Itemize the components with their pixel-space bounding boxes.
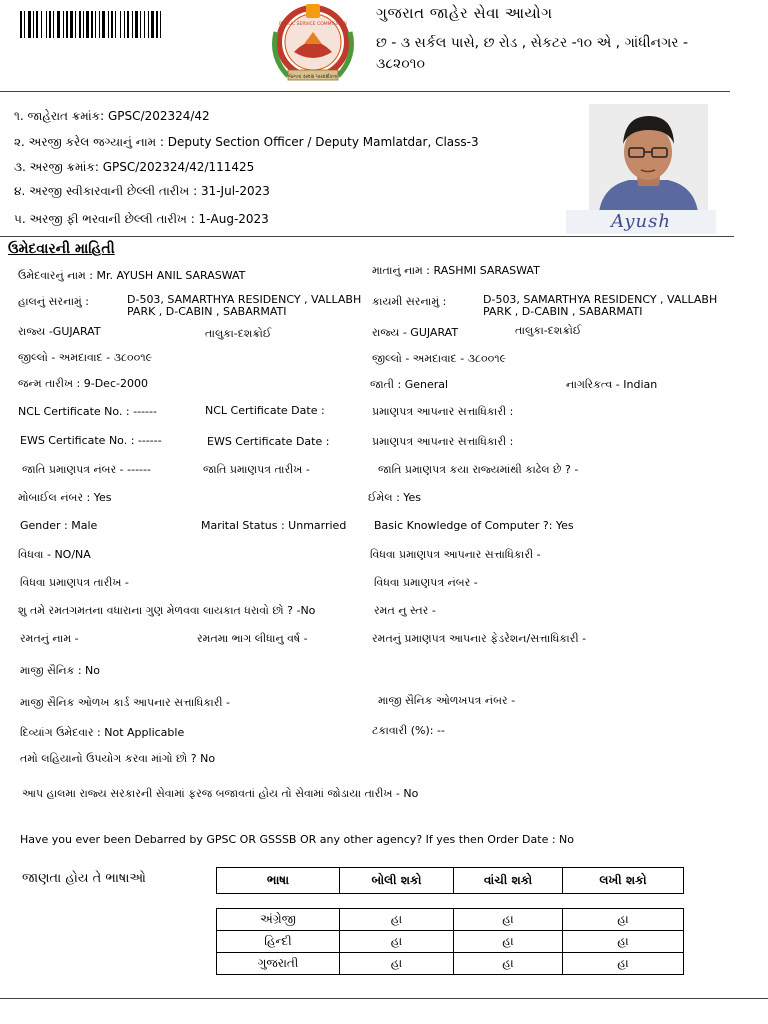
barcode-bar	[53, 11, 54, 38]
barcode-bar	[28, 11, 31, 38]
ews-certificate-authority: પ્રમાણપત્ર આપનાર સત્તાધિકારી :	[372, 435, 514, 448]
barcode-bar	[63, 11, 64, 38]
languages-label: જાણતા હોય તે ભાષાઓ	[22, 871, 146, 886]
table-row	[217, 909, 684, 931]
barcode-bar	[99, 11, 100, 38]
barcode-bar	[36, 11, 38, 38]
barcode-bar	[79, 11, 81, 38]
permanent-address-label: કાયમી સરનામું :	[372, 295, 447, 308]
barcode-bar	[86, 11, 89, 38]
ncl-certificate-no: NCL Certificate No. : ------	[18, 405, 157, 418]
can-write: હા	[563, 909, 684, 931]
languages-table	[216, 908, 684, 975]
ews-certificate-date: EWS Certificate Date :	[207, 435, 330, 448]
barcode-bar	[115, 11, 116, 38]
widow-certificate-no: વિધવા પ્રમાણપત્ર નંબર -	[374, 576, 478, 589]
ex-serviceman: માજી સૈનિક : No	[20, 664, 101, 677]
can-read: હા	[454, 931, 563, 953]
barcode-bar	[111, 11, 113, 38]
section-divider	[0, 236, 734, 237]
barcode-bar	[83, 11, 84, 38]
nationality: નાગરિકત્વ - Indian	[566, 378, 658, 391]
gpsc-emblem-logo	[266, 2, 360, 88]
widow-status: વિધવા - NO/NA	[18, 548, 91, 561]
barcode-bar	[135, 11, 138, 38]
language-name: ગુજરાતી	[217, 953, 340, 975]
barcode-bar	[75, 11, 76, 38]
mobile-number: મોબાઈલ નંબર : Yes	[18, 491, 112, 504]
ex-serviceman-id-authority: માજી સૈનિક ઓળખ કાર્ડ આપનાર સત્તાધિકારી -	[20, 696, 231, 709]
emblem-motto: જનતા સમક્ષ પારદર્શકતા	[288, 74, 338, 80]
caste-certificate-no: જાતિ પ્રમાણપત્ર નંબર - ------	[22, 463, 151, 476]
sports-certificate-authority: રમતનું પ્રમાણપત્ર આપનાર ફેડરેશન/સત્તાધિકારી -	[372, 632, 587, 645]
widow-certificate-date: વિધવા પ્રમાણપત્ર તારીખ -	[20, 576, 129, 589]
section-title: ઉમેદવારની માહિતી	[8, 241, 115, 257]
languages-header-row	[217, 868, 684, 894]
candidate-signature: Ayush	[566, 210, 716, 234]
barcode-bar	[20, 11, 22, 38]
header-language: ભાષા	[217, 868, 340, 894]
gender: Gender : Male	[20, 519, 98, 532]
government-service-join-date: આપ હાલમા રાજ્ય સરકારની સેવામાં ફરજ બજાવતાં હોય તો સેવામાં જોડાયા તારીખ - No	[22, 787, 419, 800]
widow-certificate-authority: વિધવા પ્રમાણપત્ર આપનાર સત્તાધિકારી -	[370, 548, 541, 561]
barcode-bar	[46, 11, 47, 38]
marital-status: Marital Status : Unmarried	[201, 519, 347, 532]
barcode-bar	[160, 11, 161, 38]
application-last-date: ૪. અરજી સ્વીકારવાની છેલ્લી તારીખ : 31-Jul-2023	[14, 184, 270, 198]
barcode-bar	[124, 11, 125, 38]
emblem-text: PUBLIC SERVICE COMMISSION	[279, 22, 347, 27]
header-can-read: વાંચી શકો	[454, 868, 563, 894]
barcode-bar	[151, 11, 154, 38]
can-speak: હા	[340, 931, 454, 953]
table-row	[217, 953, 684, 975]
caste-certificate-date: જાતિ પ્રમાણપત્ર તારીખ -	[203, 463, 310, 476]
post-name: ૨. અરજી કરેલ જગ્યાનું નામ : Deputy Section Officer / Deputy Mamlatdar, Class-3	[14, 135, 479, 149]
application-number: ૩. અરજી ક્રમાંક: GPSC/202324/42/111425	[14, 160, 255, 174]
barcode-bar	[108, 11, 109, 38]
org-address-line1: છ - ૩ સર્કલ પાસે, છ રોડ , સેકટર -૧૦ એ , ગાંધીનગર -	[376, 35, 689, 51]
header-can-speak: બોલી શકો	[340, 868, 454, 894]
barcode-bar	[156, 11, 158, 38]
permanent-address-line2: PARK , D-CABIN , SABARMATI	[483, 305, 643, 318]
barcode-bar	[49, 11, 51, 38]
table-row	[217, 931, 684, 953]
caste: જાતી : General	[370, 378, 449, 391]
debarred-question: Have you ever been Debarred by GPSC OR GSSSB OR any other agency? If yes then Order Date : No	[20, 833, 574, 846]
footer-divider	[0, 998, 768, 999]
computer-knowledge: Basic Knowledge of Computer ?: Yes	[374, 519, 574, 532]
barcode-bar	[57, 11, 60, 38]
barcode-bar	[120, 11, 121, 38]
barcode-bar	[148, 11, 149, 38]
advertisement-number: ૧. જાહેરાત ક્રમાંક: GPSC/202324/42	[14, 109, 210, 123]
permanent-address-line1: D-503, SAMARTHYA RESIDENCY , VALLABH	[483, 293, 718, 306]
can-write: હા	[563, 953, 684, 975]
barcode-bar	[144, 11, 145, 38]
email: ઈમેલ : Yes	[368, 491, 422, 504]
candidate-photo	[589, 104, 708, 212]
ncl-certificate-authority: પ્રમાણપત્ર આપનાર સત્તાધિકારી :	[372, 405, 514, 418]
org-name: ગુજરાત જાહેર સેવા આયોગ	[376, 4, 553, 22]
sports-name: રમતનું નામ -	[20, 632, 79, 645]
language-name: અંગ્રેજી	[217, 909, 340, 931]
disabled-candidate: દિવ્યાંગ ઉમેદવાર : Not Applicable	[20, 726, 185, 739]
barcode-bar	[33, 11, 34, 38]
barcode-bar	[127, 11, 129, 38]
org-address-line2: ૩૮૨૦૧૦	[376, 56, 425, 72]
barcode-bar	[66, 11, 68, 38]
can-write: હા	[563, 931, 684, 953]
barcode-bar	[70, 11, 73, 38]
permanent-district: જીલ્લો - અમદાવાદ - ૩૮૦૦૧૯	[372, 352, 507, 365]
percentage: ટકાવારી (%): --	[372, 724, 445, 737]
current-address-line1: D-503, SAMARTHYA RESIDENCY , VALLABH	[127, 293, 362, 306]
barcode-bar	[24, 11, 25, 38]
can-read: હા	[454, 953, 563, 975]
languages-header-table	[216, 867, 684, 894]
barcode-bar	[102, 11, 105, 38]
sports-year: રમતમા ભાગ લીધાનુ વર્ષ -	[197, 632, 308, 645]
barcode-bar	[140, 11, 141, 38]
can-speak: હા	[340, 909, 454, 931]
ex-serviceman-id-no: માજી સૈનિક ઓળખપત્ર નંબર -	[378, 694, 516, 707]
caste-certificate-state: જાતિ પ્રમાણપત્ર કયા રાજ્યમાંથી કાઢેલ છે ? -	[378, 463, 579, 476]
scribe-request: તમો લહિયાનો ઉપયોગ કરવા માંગો છો ? No	[20, 752, 216, 765]
ews-certificate-no: EWS Certificate No. : ------	[20, 434, 162, 447]
candidate-name: ઉમેદવારનું નામ : Mr. AYUSH ANIL SARASWAT	[18, 269, 246, 282]
barcode-bar	[132, 11, 133, 38]
permanent-address	[483, 294, 717, 318]
mother-name: માતાનું નામ : RASHMI SARASWAT	[372, 264, 540, 277]
language-name: હિન્દી	[217, 931, 340, 953]
current-address-line2: PARK , D-CABIN , SABARMATI	[127, 305, 287, 318]
can-speak: હા	[340, 953, 454, 975]
date-of-birth: જન્મ તારીખ : 9-Dec-2000	[18, 377, 148, 390]
barcode-bar	[41, 11, 42, 38]
header-can-write: લખી શકો	[563, 868, 684, 894]
current-address	[127, 294, 361, 318]
current-state: રાજ્ય -GUJARAT	[18, 325, 101, 338]
barcode-bar	[91, 11, 93, 38]
current-taluka: તાલુકા-દશક્રોઈ	[205, 327, 272, 340]
current-address-label: હાલનું સરનામું :	[18, 295, 89, 308]
header-divider	[0, 91, 730, 92]
fee-last-date: ૫. અરજી ફી ભરવાની છેલ્લી તારીખ : 1-Aug-2023	[14, 212, 269, 226]
barcode	[20, 11, 237, 38]
barcode-bar	[95, 11, 96, 38]
permanent-taluka: તાલુકા-દશક્રોઈ	[515, 324, 582, 337]
can-read: હા	[454, 909, 563, 931]
sports-qualification: શુ તમે રમતગમતના વધારાના ગુણ મેળવવા લાયકાત ધરાવો છો ? -No	[18, 604, 316, 617]
sports-level: રમત નુ સ્તર -	[374, 604, 436, 617]
permanent-state: રાજ્ય - GUJARAT	[372, 326, 459, 339]
ncl-certificate-date: NCL Certificate Date :	[205, 404, 325, 417]
current-district: જીલ્લો - અમદાવાદ - ૩૮૦૦૧૯	[18, 351, 153, 364]
